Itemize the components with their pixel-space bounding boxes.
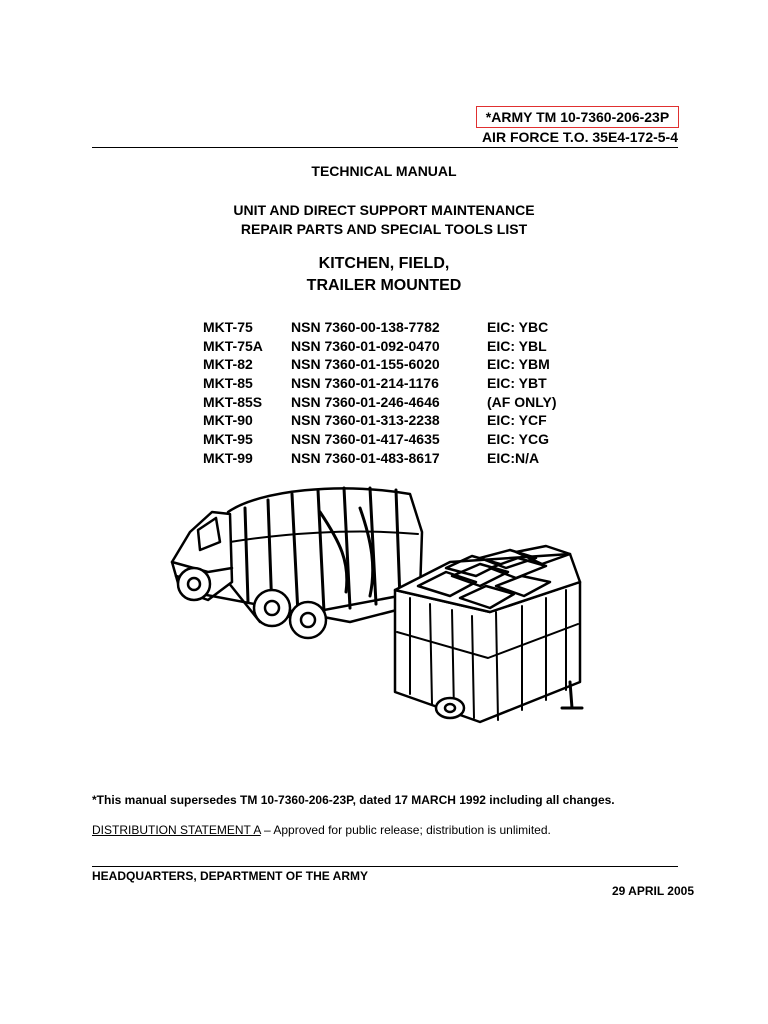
model-name: MKT-99	[203, 449, 253, 466]
model-nsn: NSN 7360-01-483-8617	[291, 449, 440, 466]
headquarters-line: HEADQUARTERS, DEPARTMENT OF THE ARMY	[92, 869, 368, 883]
supersede-note: *This manual supersedes TM 10-7360-206-23P, dated 17 MARCH 1992 including all changes.	[92, 793, 615, 807]
model-nsn: NSN 7360-01-155-6020	[291, 356, 440, 373]
army-tm-number: *ARMY TM 10-7360-206-23P	[476, 106, 679, 128]
title-line-2: TRAILER MOUNTED	[306, 277, 462, 294]
model-eic: EIC: YBL	[487, 337, 547, 354]
distribution-statement	[92, 823, 551, 837]
subtitle-line-2: REPAIR PARTS AND SPECIAL TOOLS LIST	[240, 221, 528, 237]
model-nsn: NSN 7360-01-092-0470	[291, 337, 440, 354]
model-name: MKT-82	[203, 356, 253, 373]
model-nsn: NSN 7360-01-313-2238	[291, 412, 440, 429]
model-eic: EIC: YBM	[487, 356, 550, 373]
publication-date: 29 APRIL 2005	[611, 884, 694, 898]
model-nsn: NSN 7360-01-246-4646	[291, 393, 440, 410]
distribution-statement-link[interactable]: DISTRIBUTION STATEMENT A	[92, 823, 261, 837]
model-nsn: NSN 7360-01-417-4635	[291, 431, 440, 448]
model-name: MKT-90	[203, 412, 253, 429]
trailer-drawing	[395, 546, 582, 722]
model-name: MKT-95	[203, 431, 253, 448]
model-eic: EIC: YBC	[487, 319, 549, 335]
top-divider	[92, 147, 678, 148]
manual-type: TECHNICAL MANUAL	[311, 163, 457, 179]
model-eic: EIC: YCG	[487, 431, 549, 448]
model-name: MKT-75A	[203, 337, 263, 354]
model-nsn: NSN 7360-01-214-1176	[291, 375, 439, 392]
distribution-text: – Approved for public release; distribution is unlimited.	[260, 823, 551, 837]
title-line-1: KITCHEN, FIELD,	[318, 255, 450, 272]
bottom-divider	[92, 866, 678, 867]
model-eic: EIC: YBT	[487, 375, 547, 392]
model-name: MKT-85	[203, 375, 253, 392]
truck-trailer-illustration	[150, 472, 590, 737]
model-nsn: NSN 7360-00-138-7782	[291, 319, 440, 335]
model-eic: (AF ONLY)	[487, 393, 557, 410]
model-eic: EIC:N/A	[487, 449, 540, 466]
air-force-to-number: AIR FORCE T.O. 35E4-172-5-4	[481, 129, 678, 145]
model-name: MKT-85S	[203, 393, 263, 410]
model-eic: EIC: YCF	[487, 412, 547, 429]
model-name: MKT-75	[203, 319, 253, 335]
subtitle-line-1: UNIT AND DIRECT SUPPORT MAINTENANCE	[233, 202, 535, 218]
